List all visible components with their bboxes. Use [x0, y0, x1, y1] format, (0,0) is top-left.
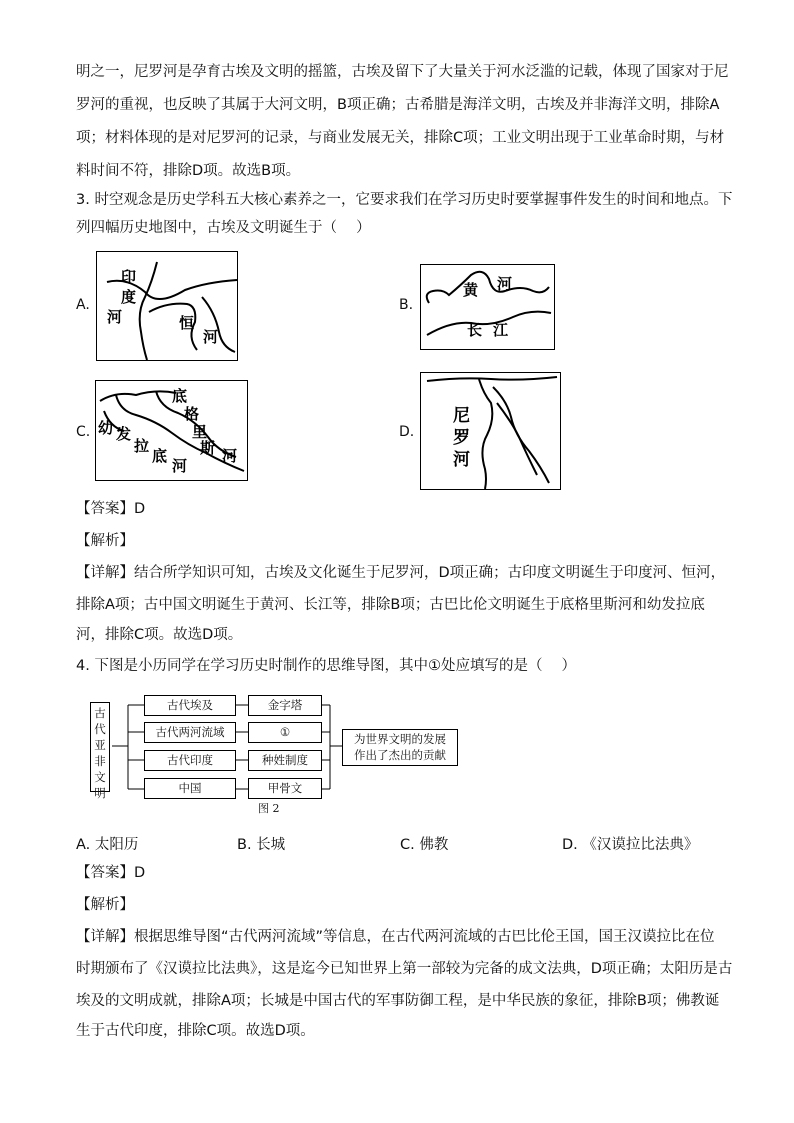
q3-detail: 河，排除C项。故选D项。: [76, 627, 243, 643]
map-label: 拉: [134, 437, 150, 455]
mind-map-civilization: 古代埃及: [144, 695, 236, 716]
q3-detail: 排除A项；古中国文明诞生于黄河、长江等，排除B项；古巴比伦文明诞生于底格里斯河和幼发拉底: [76, 597, 705, 613]
map-label: 河: [222, 447, 238, 465]
map-label: 河: [172, 457, 188, 475]
map-label: 罗: [453, 428, 470, 448]
map-label: 河: [497, 275, 513, 293]
map-label: 幼: [98, 419, 114, 437]
mind-map-civilization: 古代两河流域: [144, 722, 236, 743]
map-label: 恒: [179, 314, 195, 332]
figure-caption: 图 2: [258, 802, 280, 815]
mind-map-civilization: 中国: [144, 778, 236, 799]
mind-map-result: [342, 729, 458, 766]
mind-map: [88, 692, 460, 818]
q4-choice-c: C. 佛教: [400, 837, 449, 853]
mind-map-achievement: 种姓制度: [248, 750, 322, 771]
q3-analysis-label: 【解析】: [76, 533, 134, 549]
q3-option-d-letter: D.: [399, 424, 415, 440]
map-label: 河: [107, 308, 123, 326]
q4-analysis-label: 【解析】: [76, 897, 134, 913]
q3-map-c: [95, 380, 248, 481]
q4-choice-d: D. 《汉谟拉比法典》: [562, 837, 699, 853]
q3-answer: 【答案】D: [76, 501, 146, 517]
q3-map-d: [420, 372, 561, 490]
mind-map-blank: ①: [248, 722, 322, 743]
q4-detail: 埃及的文明成就，排除A项；长城是中国古代的军事防御工程，是中华民族的象征，排除B项；佛教诞: [76, 993, 720, 1009]
q4-detail: 时期颁布了《汉谟拉比法典》，这是迄今已知世界上第一部较为完备的成文法典，D项正确；太阳历是古: [76, 961, 733, 977]
intro-line: 料时间不符，排除D项。故选B项。: [76, 163, 301, 179]
q4-detail: 生于古代印度，排除C项。故选D项。: [76, 1023, 315, 1039]
q3-detail: 【详解】结合所学知识可知，古埃及文化诞生于尼罗河，D项正确；古印度文明诞生于印度河、恒河，: [76, 565, 726, 581]
q4-answer: 【答案】D: [76, 865, 146, 881]
q3-stem: 3. 时空观念是历史学科五大核心素养之一，它要求我们在学习历史时要掌握事件发生的时间和地点。下: [76, 192, 733, 208]
map-label: 河: [203, 328, 219, 346]
q3-option-a-letter: A.: [76, 297, 90, 313]
map-label: 发: [116, 425, 132, 443]
map-label: 江: [493, 321, 509, 339]
mind-map-achievement: 金字塔: [248, 695, 322, 716]
mind-map-result-line: 作出了杰出的贡献: [354, 748, 446, 762]
q3-map-b: [420, 264, 555, 350]
map-label: 尼: [453, 406, 470, 426]
map-label: 长: [467, 321, 483, 339]
map-label: 底: [152, 447, 168, 465]
map-label: 格: [184, 405, 200, 423]
map-label: 斯: [200, 439, 216, 457]
nile-map: [421, 373, 560, 489]
q3-option-c-letter: C.: [76, 424, 91, 440]
q3-stem: 列四幅历史地图中，古埃及文明诞生于（ ）: [76, 220, 371, 236]
mind-map-achievement: 甲骨文: [248, 778, 322, 799]
mind-map-civilization: 古代印度: [144, 750, 236, 771]
map-label: 里: [192, 423, 208, 441]
mind-map-result-line: 为世界文明的发展: [354, 732, 446, 746]
indus-ganges-map: [97, 252, 237, 360]
map-label: 印: [121, 268, 137, 286]
q4-choice-b: B. 长城: [237, 837, 286, 853]
map-label: 黄: [463, 281, 479, 299]
intro-line: 明之一，尼罗河是孕育古埃及文明的摇篮，古埃及留下了大量关于河水泛滥的记载，体现了国家对于尼: [76, 64, 729, 80]
q4-choice-a: A. 太阳历: [76, 837, 139, 853]
map-label: 度: [121, 288, 137, 306]
map-label: 河: [453, 450, 470, 470]
map-label: 底: [172, 387, 188, 405]
intro-line: 罗河的重视，也反映了其属于大河文明，B项正确；古希腊是海洋文明，古埃及并非海洋文明，排除A: [76, 97, 720, 113]
yellow-yangtze-map: [421, 265, 554, 349]
q4-stem: 4. 下图是小历同学在学习历史时制作的思维导图，其中①处应填写的是（ ）: [76, 658, 577, 674]
q4-detail: 【详解】根据思维导图“古代两河流域”等信息，在古代两河流域的古巴比伦王国，国王汉谟拉比在位: [76, 929, 715, 945]
mesopotamia-map: [96, 381, 247, 480]
intro-line: 项；材料体现的是对尼罗河的记录，与商业发展无关，排除C项；工业文明出现于工业革命时期，与材: [76, 130, 725, 146]
q3-map-a: [96, 251, 238, 361]
q3-option-b-letter: B.: [399, 297, 414, 313]
mind-map-root: 古代亚非文明: [90, 702, 110, 792]
